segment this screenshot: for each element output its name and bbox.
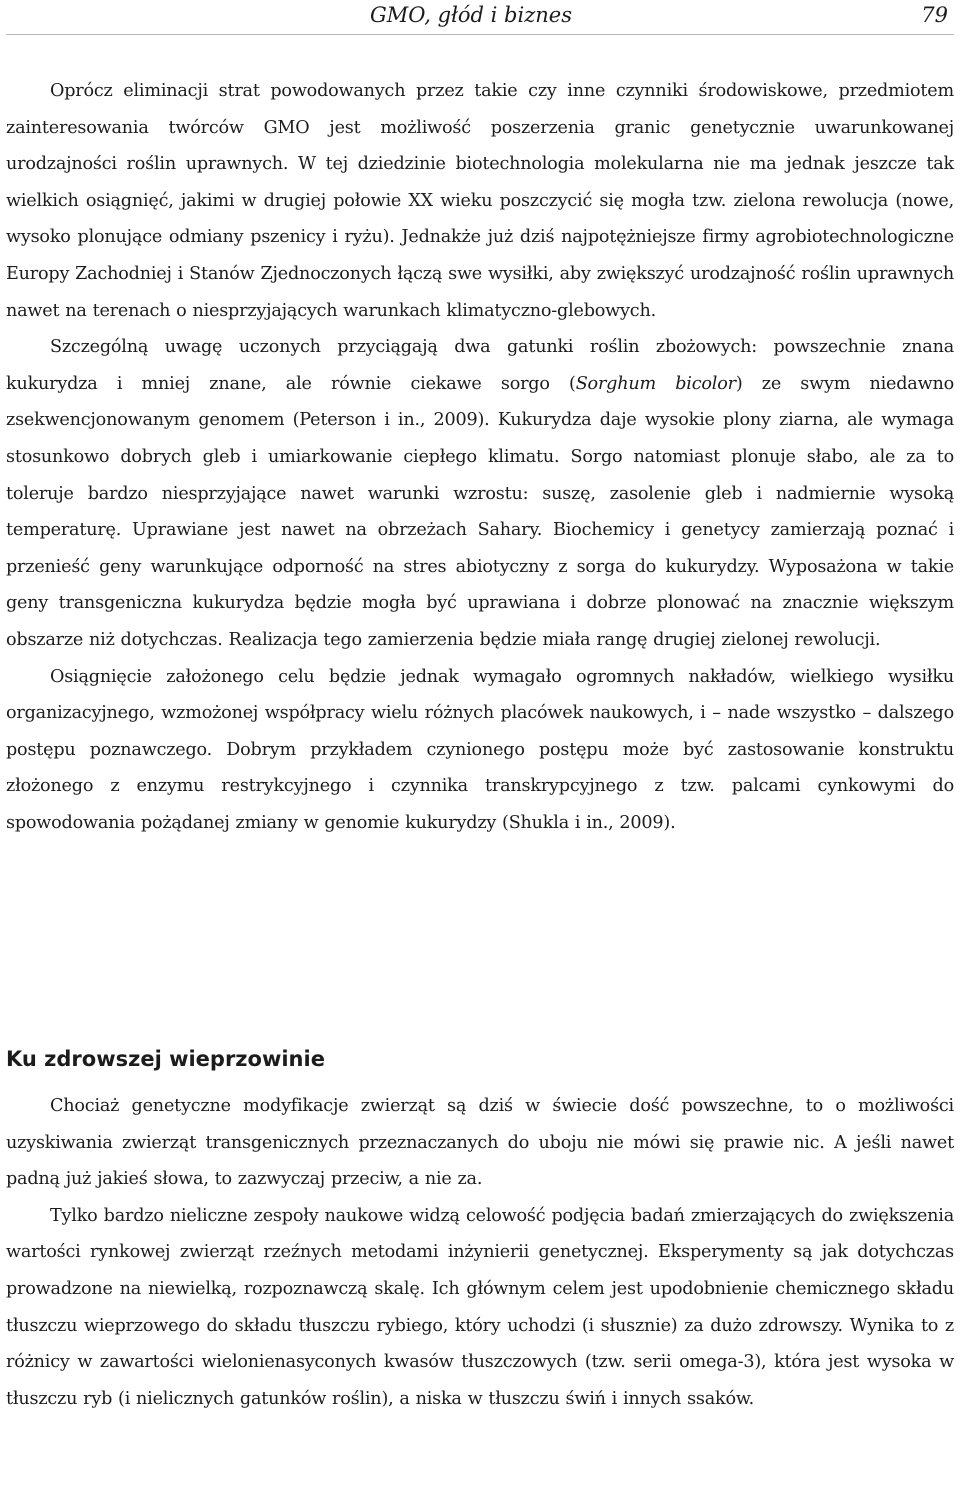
paragraph xyxy=(6,329,954,658)
section-gmo-text xyxy=(6,73,954,841)
paragraph: Oprócz eliminacji strat powodowanych przez takie czy inne czynniki środowiskowe, przedmiotem zainteresowania twórców GMO jest możliwość poszerzenia granic genetycznie uwarunkowanej urodzajności roślin uprawnych. W tej dziedzinie biotechnologia molekularna nie ma jednak jeszcze tak wielkich osiągnięć, jakimi w drugiej połowie XX wieku poszczycić się mogła tzw. zielona rewolucja (nowe, wysoko plonujące odmiany pszenicy i ryżu). Jednakże już dziś najpotężniejsze firmy agrobiotechnologiczne Europy Zachodniej i Stanów Zjednoczonych łączą swe wysiłki, aby zwiększyć urodzajność roślin uprawnych nawet na terenach o niesprzyjających warunkach klimatyczno-glebowych. xyxy=(6,81,954,321)
section-heading: Ku zdrowszej wieprzowinie xyxy=(6,1047,325,1071)
running-title: GMO, głód i biznes xyxy=(370,3,572,27)
paragraph-text: ) ze swym niedawno zsekwencjonowanym genomem (Peterson i in., 2009). Kukurydza daje wysokie plony ziarna, ale wymaga stosunkowo dobrych gleb i umiarkowanie ciepłego klimatu. Sorgo natomiast plonuje słabo, ale za to toleruje bardzo niesprzyjające nawet warunki wzrostu: suszę, zasolenie gleb i nadmiernie wysoką temperaturę. Uprawiane jest nawet na obrzeżach Sahary. Biochemicy i genetycy zamierzają poznać i przenieść geny warunkujące odporność na stres abiotyczny z sorga do kukurydzy. Wyposażona w takie geny transgeniczna kukurydza będzie mogła być uprawiana i dobrze plonować na znacznie większym obszarze niż dotychczas. Realizacja tego zamierzenia będzie miała rangę drugiej zielonej rewolucji. xyxy=(6,373,954,650)
paragraph: Osiągnięcie założonego celu będzie jednak wymagało ogromnych nakładów, wielkiego wysiłku organizacyjnego, wzmożonej współpracy wielu różnych placówek naukowych, i – nade wszystko – dalszego postępu poznawczego. Dobrym przykładem czynionego postępu może być zastosowanie konstruktu złożonego z enzymu restrykcyjnego i czynnika transkrypcyjnego z tzw. palcami cynkowymi do spowodowania pożądanej zmiany w genomie kukurydzy (Shukla i in., 2009). xyxy=(6,666,954,833)
running-header xyxy=(6,0,954,35)
page-number: 79 xyxy=(921,3,948,27)
section-pork-text xyxy=(6,1088,954,1417)
species-name: Sorghum bicolor xyxy=(575,373,736,394)
paragraph: Tylko bardzo nieliczne zespoły naukowe widzą celowość podjęcia badań zmierzających do zwiększenia wartości rynkowej zwierząt rzeźnych metodami inżynierii genetycznej. Eksperymenty są jak dotychczas prowadzone na niewielką, rozpoznawczą skalę. Ich głównym celem jest upodobnienie chemicznego składu tłuszczu wieprzowego do składu tłuszczu rybiego, który uchodzi (i słusznie) za dużo zdrowszy. Wynika to z różnicy w zawartości wielonienasyconych kwasów tłuszczowych (tzw. serii omega-3), która jest wysoka w tłuszczu ryb (i nielicznych gatunków roślin), a niska w tłuszczu świń i innych ssaków. xyxy=(6,1205,954,1409)
paragraph: Chociaż genetyczne modyfikacje zwierząt są dziś w świecie dość powszechne, to o możliwości uzyskiwania zwierząt transgenicznych przeznaczanych do uboju nie mówi się prawie nic. A jeśli nawet padną już jakieś słowa, to zazwyczaj przeciw, a nie za. xyxy=(6,1096,954,1190)
paragraph-text: Szczególną uwagę uczonych przyciągają dwa gatunki roślin zbożowych: powszechnie znana kukurydza i mniej znane, ale równie ciekawe sorgo ( xyxy=(6,337,954,394)
